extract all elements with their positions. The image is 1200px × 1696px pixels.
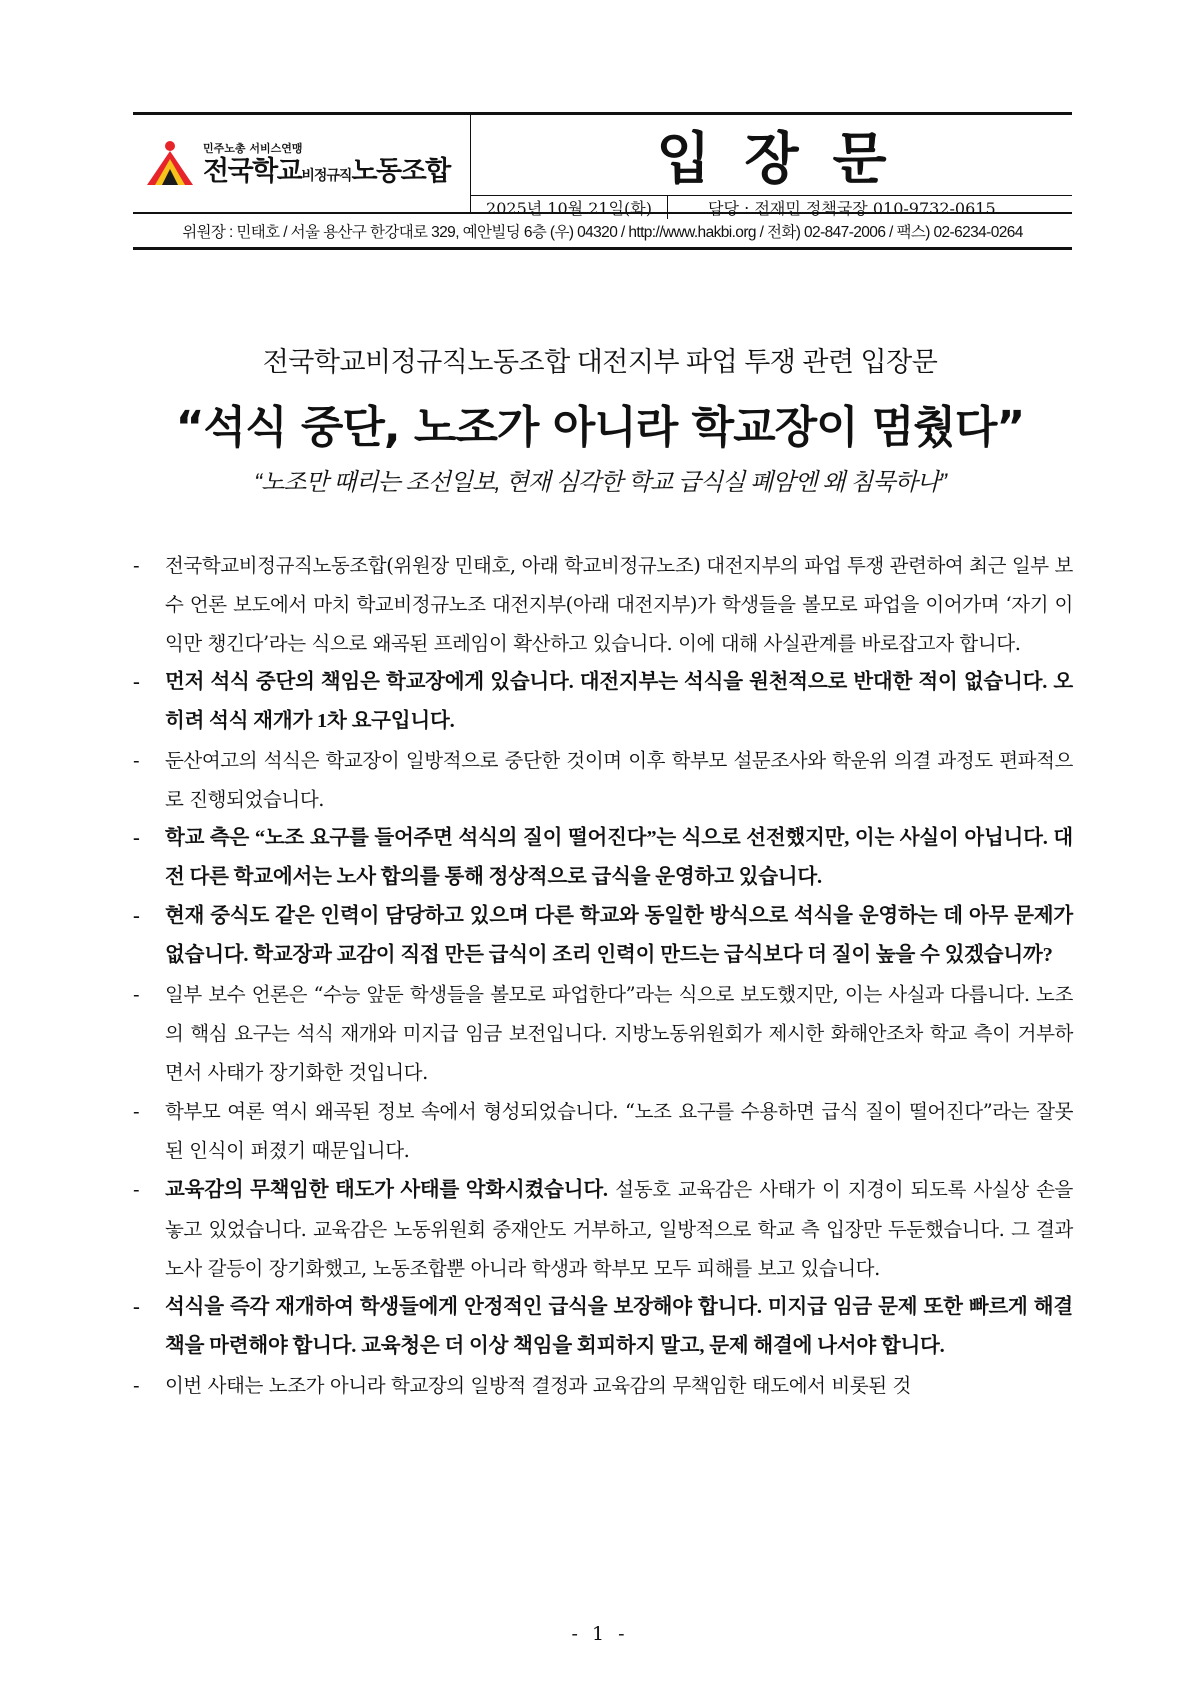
paragraph-text: 전국학교비정규직노동조합(위원장 민태호, 아래 학교비정규노조) 대전지부의 파업 투쟁 관련하여 최근 일부 보수 언론 보도에서 마치 학교비정규노조 대전지부(아래 대전지부)가 학생들을 볼모로 파업을 이어가며 ‘자기 이익만 챙긴다’라는 식으로 왜곡된 프레임이 확산하고 있습니다. 이에 대해 사실관계를 바로잡고자 합니다. [165, 554, 1073, 655]
bullet-dash: - [133, 554, 140, 577]
paragraph-text: 학부모 여론 역시 왜곡된 정보 속에서 형성되었습니다. “노조 요구를 수용하면 급식 질이 떨어진다”라는 잘못된 인식이 퍼졌기 때문입니다. [165, 1100, 1073, 1162]
paragraph [133, 741, 1073, 819]
bullet-dash: - [133, 983, 140, 1006]
union-federation-label: 민주노총 서비스연맹 [203, 141, 303, 155]
bullet-dash: - [133, 1178, 140, 1201]
bullet-dash: - [133, 1296, 140, 1318]
issue-date: 2025년 10월 21일(화) [471, 196, 668, 219]
paragraph [133, 663, 1073, 741]
bullet-dash: - [133, 905, 140, 927]
paragraph [133, 1170, 1073, 1288]
paragraph-text: 현재 중식도 같은 인력이 담당하고 있으며 다른 학교와 동일한 방식으로 석식을 운영하는 데 아무 문제가 없습니다. 학교장과 교감이 직접 만든 급식이 조리 인력이 만드는 급식보다 더 질이 높을 수 있겠습니까? [165, 905, 1073, 966]
paragraph-text: 석식을 즉각 재개하여 학생들에게 안정적인 급식을 보장해야 합니다. 미지급 임금 문제 또한 빠르게 해결책을 마련해야 합니다. 교육청은 더 이상 책임을 회피하지 말고, 문제 해결에 나서야 합니다. [165, 1296, 1073, 1357]
paragraph [133, 1092, 1073, 1170]
page-number: - 1 - [571, 1623, 629, 1645]
paragraph-text: 먼저 석식 중단의 책임은 학교장에게 있습니다. 대전지부는 석식을 원천적으로 반대한 적이 없습니다. 오히려 석식 재개가 1차 요구입니다. [165, 671, 1073, 732]
union-name-part-small: 비정규직 [301, 167, 352, 184]
letterhead [133, 112, 1072, 250]
bullet-dash: - [133, 671, 140, 693]
letterhead-right [470, 115, 1072, 218]
document-title: “석식 중단, 노조가 아니라 학교장이 멈췄다” [175, 402, 1025, 453]
paragraph [133, 1288, 1073, 1366]
letterhead-main [133, 115, 1072, 218]
bullet-dash: - [133, 749, 140, 772]
union-name [203, 155, 450, 187]
paragraph [133, 1366, 1073, 1405]
letterhead-bottom-rule [133, 247, 1072, 250]
paragraph [133, 546, 1073, 663]
paragraph-text: 이번 사태는 노조가 아니라 학교장의 일방적 결정과 교육감의 무책임한 태도에서 비롯된 것 [165, 1374, 911, 1397]
paragraph [133, 819, 1073, 897]
document-type-title: 입장문 [656, 127, 921, 192]
bullet-dash: - [133, 827, 140, 849]
document-subtitle: 전국학교비정규직노동조합 대전지부 파업 투쟁 관련 입장문 [262, 347, 938, 377]
bullet-dash: - [133, 1100, 140, 1123]
union-name-part-a: 전국학교 [203, 155, 302, 187]
union-emblem-icon [145, 139, 195, 189]
paragraph [133, 975, 1073, 1092]
paragraph-text: 설동호 교육감은 사태가 이 지경이 되도록 사실상 손을 놓고 있었습니다. 교육감은 노동위원회 중재안도 거부하고, 일방적으로 학교 측 입장만 두둔했습니다. 그 결과 노사 갈등이 장기화했고, 노동조합뿐 아니라 학생과 학부모 모두 피해를 보고 있습니다. [165, 1178, 1073, 1280]
union-logo [133, 115, 470, 212]
document-tagline: “노조만 때리는 조선일보, 현재 심각한 학교 급식실 폐암엔 왜 침묵하나” [254, 469, 946, 496]
bullet-dash: - [133, 1374, 140, 1397]
contact-person: 담당 : 전재민 정책국장 010-9732-0615 [708, 199, 996, 218]
paragraph-text: 둔산여고의 석식은 학교장이 일방적으로 중단한 것이며 이후 학부모 설문조사와 학운위 의결 과정도 편파적으로 진행되었습니다. [165, 749, 1073, 811]
paragraph-bold-lead: 교육감의 무책임한 태도가 사태를 악화시켰습니다. [165, 1179, 608, 1201]
letterhead-meta-row [471, 195, 1072, 219]
paragraph [133, 897, 1073, 975]
union-logo-text [203, 143, 450, 185]
union-address-line: 위원장 : 민태호 / 서울 용산구 한강대로 329, 예안빌딩 6층 (우) 04320 / http://www.hakbi.org / 전화) 02-847-2006 / 팩스) 02-6234-0264 [182, 223, 1023, 241]
paragraph-text: 일부 보수 언론은 “수능 앞둔 학생들을 볼모로 파업한다”라는 식으로 보도했지만, 이는 사실과 다릅니다. 노조의 핵심 요구는 석식 재개와 미지급 임금 보전입니다. 지방노동위원회가 제시한 화해안조차 학교 측이 거부하면서 사태가 장기화한 것입니다. [165, 983, 1073, 1084]
statement-body [133, 546, 1073, 1405]
paragraph-text: 학교 측은 “노조 요구를 들어주면 석식의 질이 떨어진다”는 식으로 선전했지만, 이는 사실이 아닙니다. 대전 다른 학교에서는 노사 합의를 통해 정상적으로 급식을 운영하고 있습니다. [165, 827, 1073, 888]
union-name-part-b: 노동조합 [351, 155, 450, 187]
